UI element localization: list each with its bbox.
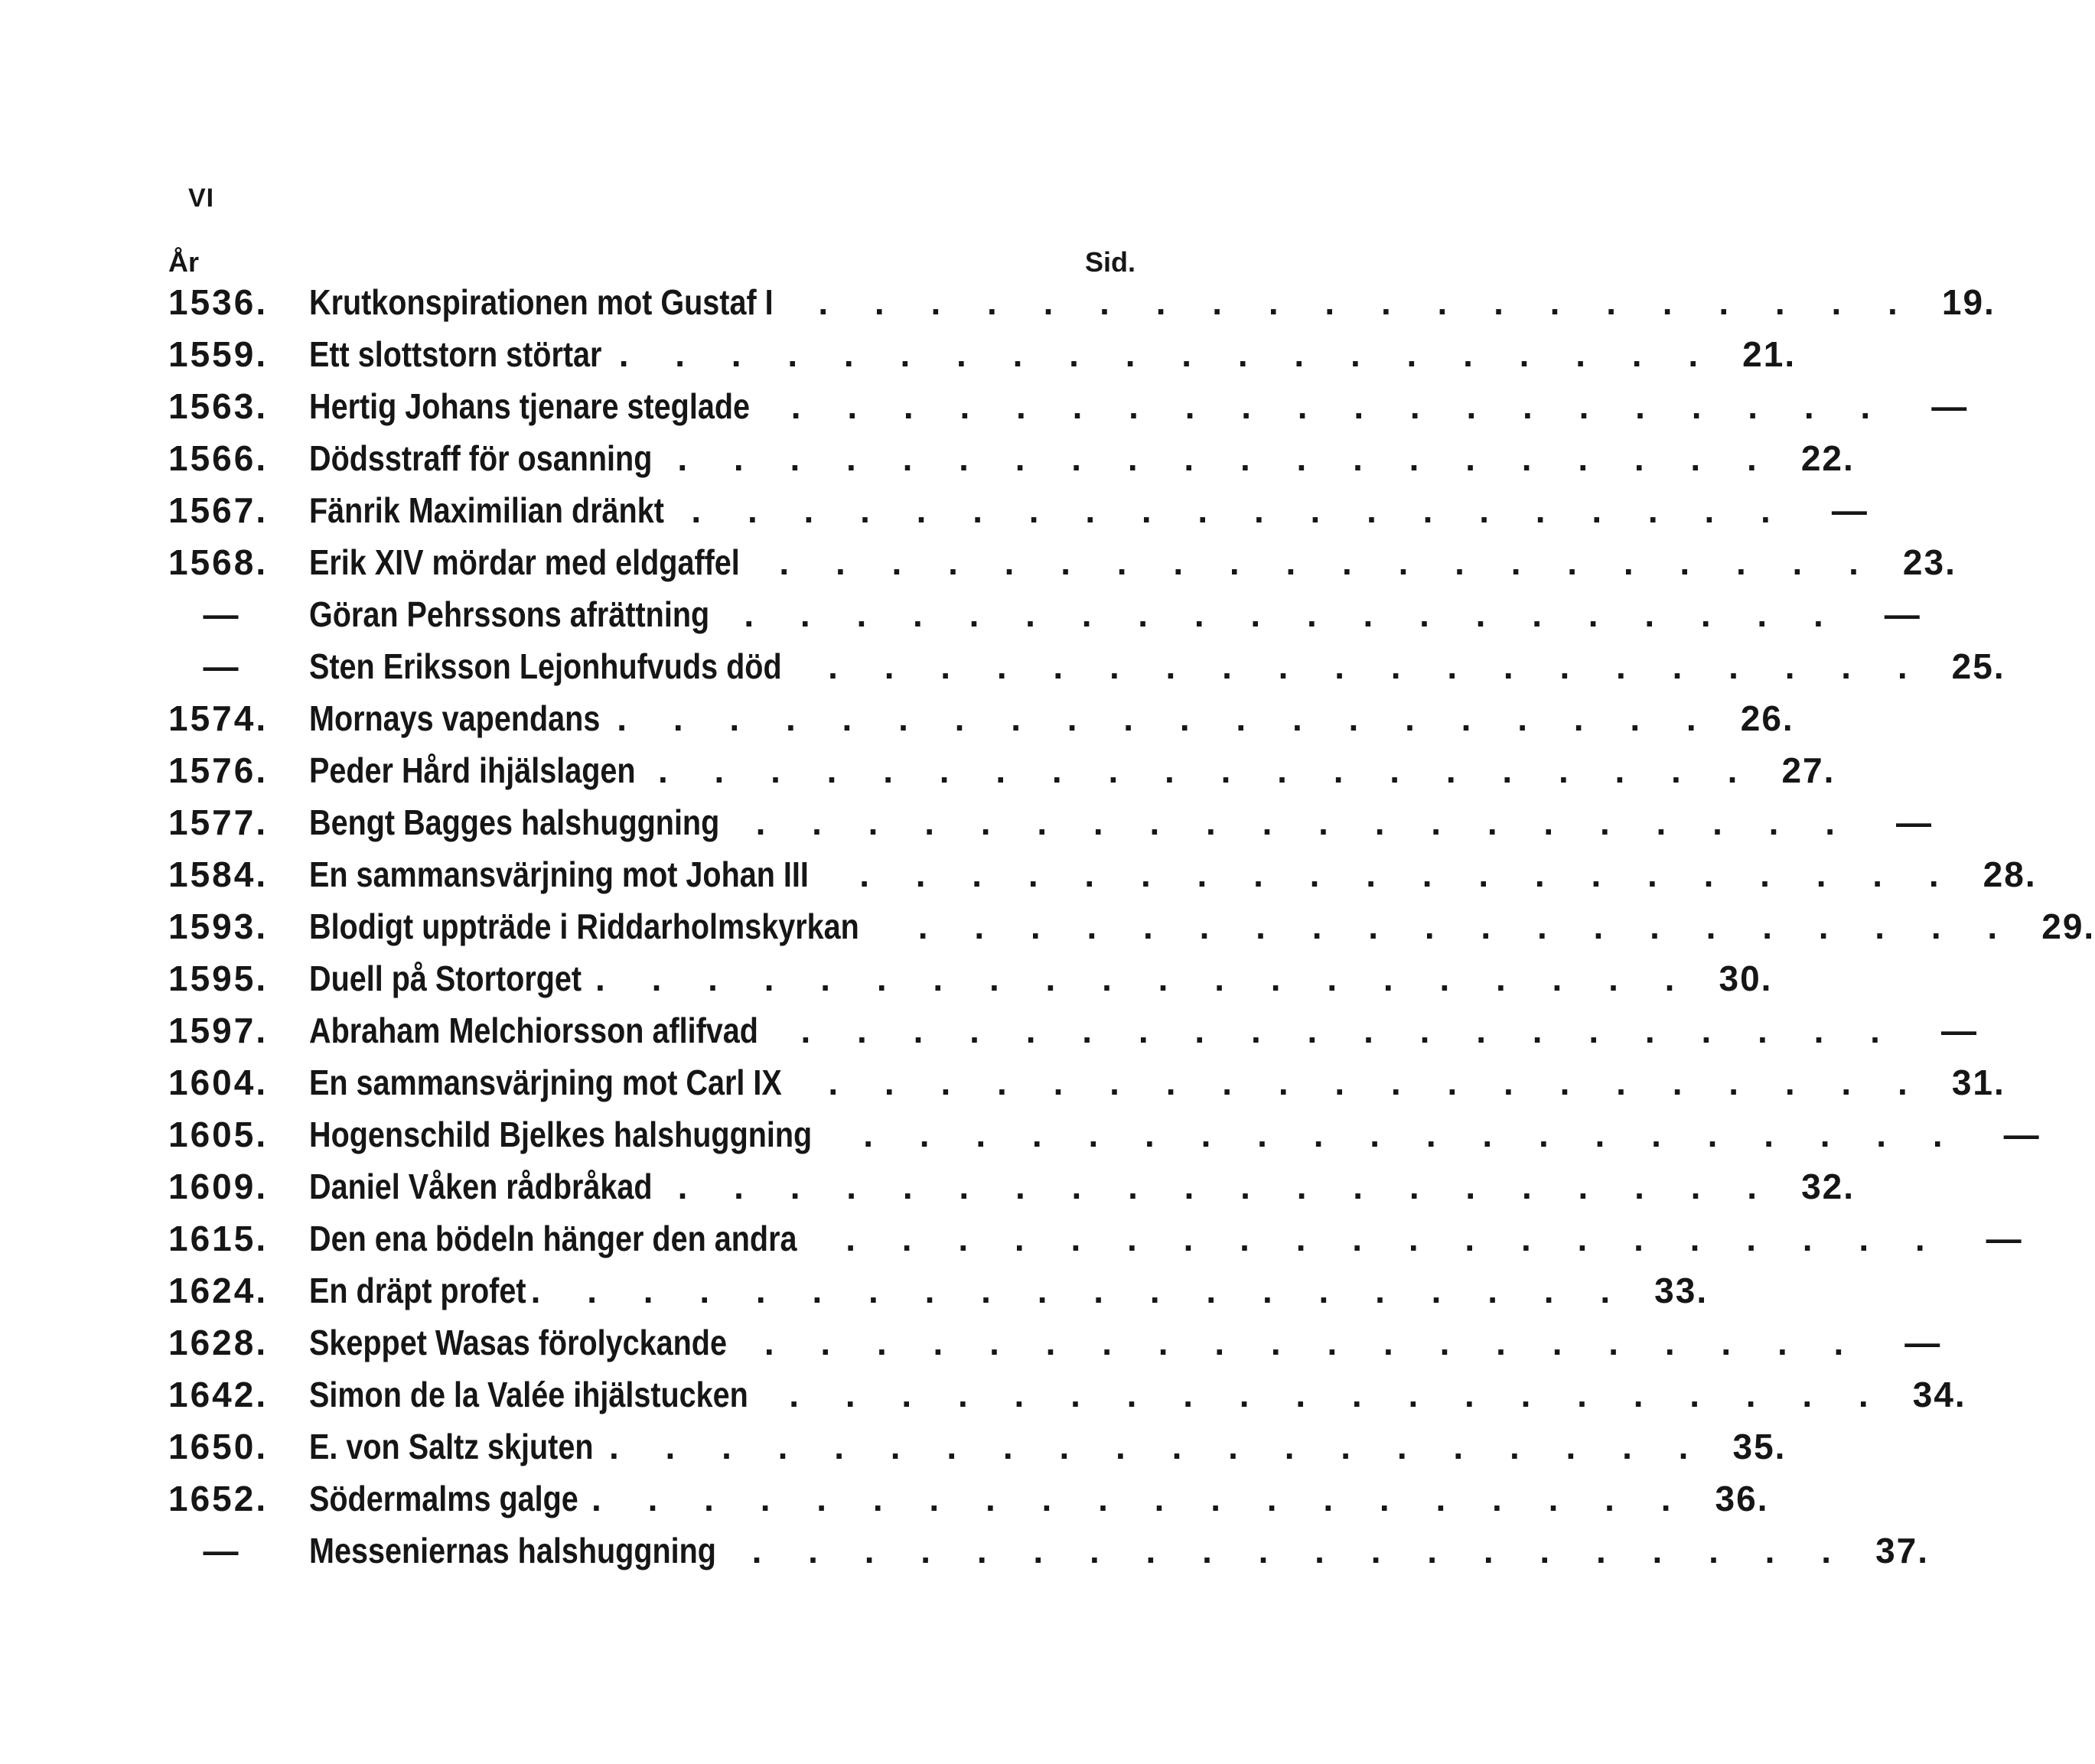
- toc-entry: [168, 438, 1855, 490]
- toc-entry-title-cell: [306, 802, 1856, 843]
- toc-entry-page: 35.: [1732, 1427, 1787, 1466]
- toc-entry-page: 34.: [1912, 1375, 1966, 1414]
- toc-entry-title-cell: [306, 646, 1929, 687]
- toc-entry-year: 1624.: [168, 1271, 269, 1310]
- toc-entry-year: 1536.: [168, 282, 269, 322]
- toc-entry-page: —: [1896, 802, 1933, 842]
- year-column-header: År: [168, 246, 200, 278]
- dot-leader: . . . . . . . . . . . . . . . . . . . .: [863, 1115, 1961, 1154]
- toc-entry-year: 1609.: [168, 1167, 269, 1206]
- toc-entry: [168, 1478, 1769, 1530]
- toc-entry-title: E. von Saltz skjuten: [309, 1427, 594, 1466]
- toc-entry-year: 1604.: [168, 1063, 269, 1102]
- toc-entry-title-cell: [306, 1010, 1901, 1051]
- toc-entry-year: 1584.: [168, 854, 269, 894]
- dot-leader: . . . . . . . . . . . . . . . . . . . .: [845, 1219, 1943, 1258]
- toc-entry-title: En sammansvärjning mot Johan III: [309, 854, 809, 894]
- dot-leader: . . . . . . . . . . . . . . . . . . . .: [828, 646, 1926, 686]
- dot-leader: . . . . . . . . . . . . . . . . . . . .: [800, 1011, 1898, 1050]
- toc-entry-title: Simon de la Valée ihjälstucken: [309, 1375, 748, 1414]
- toc-entry-page: 19.: [1941, 282, 1996, 322]
- toc-entry: [168, 906, 2095, 958]
- toc-entry-title-cell: [306, 750, 1758, 791]
- toc-entry: [168, 1218, 2023, 1270]
- toc-entry-page: —: [1904, 1323, 1942, 1362]
- toc-entry-title: Blodigt uppträde i Riddarholmskyrkan: [309, 906, 859, 946]
- toc-entry-title: Duell på Stortorget: [309, 958, 582, 998]
- toc-entry-page: 25.: [1951, 646, 2005, 686]
- toc-entry: [168, 958, 1773, 1010]
- toc-entry-page: 32.: [1801, 1167, 1856, 1206]
- toc-entry-page: 28.: [1983, 854, 2037, 894]
- dot-leader: . . . . . . . . . . . . . . . . . . . .: [530, 1271, 1629, 1310]
- toc-entry-title: Dödsstraff för osanning: [309, 438, 653, 478]
- toc-entry-year: 1563.: [168, 386, 269, 426]
- toc-entry: [168, 282, 1996, 334]
- toc-entry-title-cell: [306, 1322, 1865, 1363]
- toc-entry-year: 1593.: [168, 906, 269, 946]
- toc-entry-title-cell: [306, 1062, 1929, 1103]
- toc-entry-year: 1574.: [168, 698, 269, 738]
- dot-leader: . . . . . . . . . . . . . . . . . . . .: [755, 802, 1853, 842]
- dot-leader: . . . . . . . . . . . . . . . . . . . .: [818, 282, 1916, 322]
- toc-entry-title-cell: [306, 334, 1719, 375]
- toc-entry-title-cell: [306, 1426, 1709, 1467]
- toc-entry-title: Messeniernas halshuggning: [309, 1531, 716, 1570]
- toc-entry-page: —: [1831, 490, 1869, 530]
- page-number: VI: [188, 184, 215, 213]
- dot-leader: . . . . . . . . . . . . . . . . . . . .: [591, 1479, 1689, 1518]
- toc-entry-title: Ett slottstorn störtar: [309, 334, 602, 374]
- toc-entry-title: Erik XIV mördar med eldgaffel: [309, 542, 740, 582]
- toc-entry-page: 29.: [2041, 906, 2095, 946]
- toc-entry-title: Sten Eriksson Lejonhufvuds död: [309, 646, 782, 686]
- toc-entry-page: 37.: [1875, 1531, 1930, 1570]
- toc-entry-year: 1577.: [168, 802, 269, 842]
- toc-entry-year: 1576.: [168, 750, 269, 790]
- toc-entry-title: En sammansvärjning mot Carl IX: [309, 1063, 782, 1102]
- dot-leader: . . . . . . . . . . . . . . . . . . . .: [790, 386, 1889, 426]
- toc-entry-year: 1628.: [168, 1323, 269, 1362]
- dot-leader: . . . . . . . . . . . . . . . . . . . .: [859, 854, 1957, 894]
- toc-entry-page: —: [1884, 594, 1921, 634]
- toc-entry: [168, 490, 1869, 542]
- dot-leader: . . . . . . . . . . . . . . . . . . . .: [677, 1167, 1776, 1206]
- toc-entry-year: —: [203, 1531, 241, 1570]
- toc-entry-title-cell: [306, 1478, 1692, 1519]
- toc-entry: [168, 1530, 1930, 1582]
- toc-entry-year: 1595.: [168, 958, 269, 998]
- toc-entry-year: 1650.: [168, 1427, 269, 1466]
- toc-entry-title-cell: [306, 1114, 1964, 1155]
- toc-entry-title-cell: [306, 1270, 1631, 1311]
- toc-entry: [168, 542, 1957, 594]
- toc-entry-page: —: [1986, 1219, 2023, 1258]
- toc-entry-year: 1559.: [168, 334, 269, 374]
- dot-leader: . . . . . . . . . . . . . . . . . . . .: [751, 1531, 1850, 1570]
- toc-entry: [168, 1062, 2005, 1114]
- toc-entry-year: 1642.: [168, 1375, 269, 1414]
- toc-entry-title-cell: [306, 386, 1891, 427]
- dot-leader: . . . . . . . . . . . . . . . . . . . .: [917, 906, 2016, 946]
- toc-entry: [168, 1166, 1856, 1218]
- toc-entry-title: Hertig Johans tjenare steglade: [309, 386, 750, 426]
- toc-entry-title-cell: [306, 1218, 1947, 1259]
- toc-entry: [168, 802, 1933, 854]
- toc-entry-page: 22.: [1800, 438, 1855, 478]
- toc-entry-title-cell: [306, 438, 1778, 479]
- toc-entry-title: Peder Hård ihjälslagen: [309, 750, 636, 790]
- table-of-contents: [168, 282, 2095, 1582]
- toc-entry-page: 30.: [1719, 958, 1773, 998]
- dot-leader: . . . . . . . . . . . . . . . . . . . .: [657, 750, 1756, 790]
- toc-entry-page: —: [1931, 386, 1969, 426]
- toc-entry-title-cell: [306, 542, 1880, 583]
- toc-entry-year: 1567.: [168, 490, 269, 530]
- toc-entry-title-cell: [306, 906, 2018, 947]
- dot-leader: . . . . . . . . . . . . . . . . . . . .: [779, 542, 1877, 582]
- toc-entry-title-cell: [306, 1166, 1778, 1207]
- toc-entry-title: Göran Pehrssons afrättning: [309, 594, 710, 634]
- toc-entry-year: —: [203, 594, 241, 634]
- toc-entry-title: Hogenschild Bjelkes halshuggning: [309, 1115, 813, 1154]
- toc-entry-page: 36.: [1715, 1479, 1769, 1518]
- toc-entry-title: Södermalms galge: [309, 1479, 578, 1518]
- toc-entry-page: —: [1940, 1011, 1978, 1050]
- toc-entry: [168, 386, 1969, 438]
- toc-entry-title: Mornays vapendans: [309, 698, 601, 738]
- toc-entry-year: 1597.: [168, 1011, 269, 1050]
- toc-entry-title-cell: [306, 1374, 1890, 1415]
- toc-entry-year: —: [203, 646, 241, 686]
- toc-entry-title: En dräpt profet: [309, 1271, 526, 1310]
- dot-leader: . . . . . . . . . . . . . . . . . . . .: [595, 958, 1693, 998]
- toc-entry: [168, 1374, 1966, 1426]
- toc-entry-title-cell: [306, 854, 1960, 895]
- dot-leader: . . . . . . . . . . . . . . . . . . . .: [789, 1375, 1887, 1414]
- toc-entry-title: Daniel Våken rådbråkad: [309, 1167, 653, 1206]
- page-column-header: Sid.: [1085, 246, 1136, 278]
- toc-entry-page: 33.: [1654, 1271, 1709, 1310]
- toc-entry-title-cell: [306, 594, 1845, 635]
- toc-entry-page: 21.: [1742, 334, 1797, 374]
- toc-entry-title-cell: [306, 1530, 1852, 1571]
- toc-entry-page: —: [2003, 1115, 2041, 1154]
- dot-leader: . . . . . . . . . . . . . . . . . . . .: [828, 1063, 1926, 1102]
- toc-entry-page: 31.: [1951, 1063, 2005, 1102]
- toc-entry: [168, 1426, 1787, 1478]
- toc-entry-title: Bengt Bagges halshuggning: [309, 802, 720, 842]
- dot-leader: . . . . . . . . . . . . . . . . . . . .: [691, 490, 1789, 530]
- toc-entry-title-cell: [306, 958, 1696, 999]
- dot-leader: . . . . . . . . . . . . . . . . . . . .: [618, 334, 1717, 374]
- toc-entry-title-cell: [306, 698, 1718, 739]
- toc-entry-page: 27.: [1781, 750, 1836, 790]
- toc-entry: [168, 646, 2005, 698]
- dot-leader: . . . . . . . . . . . . . . . . . . . .: [744, 594, 1842, 634]
- toc-entry-title: Abraham Melchiorsson aflifvad: [309, 1011, 758, 1050]
- toc-entry-page: 26.: [1740, 698, 1794, 738]
- toc-entry: [168, 334, 1797, 386]
- toc-entry: [168, 1114, 2041, 1166]
- toc-entry-year: 1568.: [168, 542, 269, 582]
- toc-entry: [168, 1270, 1709, 1322]
- toc-entry-title: Skeppet Wasas förolyckande: [309, 1323, 727, 1362]
- toc-entry: [168, 594, 1921, 646]
- toc-entry-year: 1652.: [168, 1479, 269, 1518]
- toc-entry: [168, 750, 1836, 802]
- toc-entry-page: 23.: [1902, 542, 1957, 582]
- toc-entry-title: Krutkonspirationen mot Gustaf I: [309, 282, 774, 322]
- toc-entry: [168, 854, 2037, 906]
- toc-entry-year: 1615.: [168, 1219, 269, 1258]
- toc-entry-title-cell: [306, 282, 1919, 323]
- toc-entry-title-cell: [306, 490, 1792, 531]
- toc-entry-year: 1605.: [168, 1115, 269, 1154]
- dot-leader: . . . . . . . . . . . . . . . . . . . .: [764, 1323, 1862, 1362]
- toc-entry: [168, 1322, 1942, 1374]
- dot-leader: . . . . . . . . . . . . . . . . . . . .: [617, 698, 1715, 738]
- toc-entry-title: Fänrik Maximilian dränkt: [309, 490, 664, 530]
- toc-entry: [168, 698, 1794, 750]
- toc-entry-title: Den ena bödeln hänger den andra: [309, 1219, 797, 1258]
- dot-leader: . . . . . . . . . . . . . . . . . . . .: [677, 438, 1775, 478]
- toc-entry: [168, 1010, 1978, 1062]
- toc-entry-year: 1566.: [168, 438, 269, 478]
- dot-leader: . . . . . . . . . . . . . . . . . . . .: [609, 1427, 1707, 1466]
